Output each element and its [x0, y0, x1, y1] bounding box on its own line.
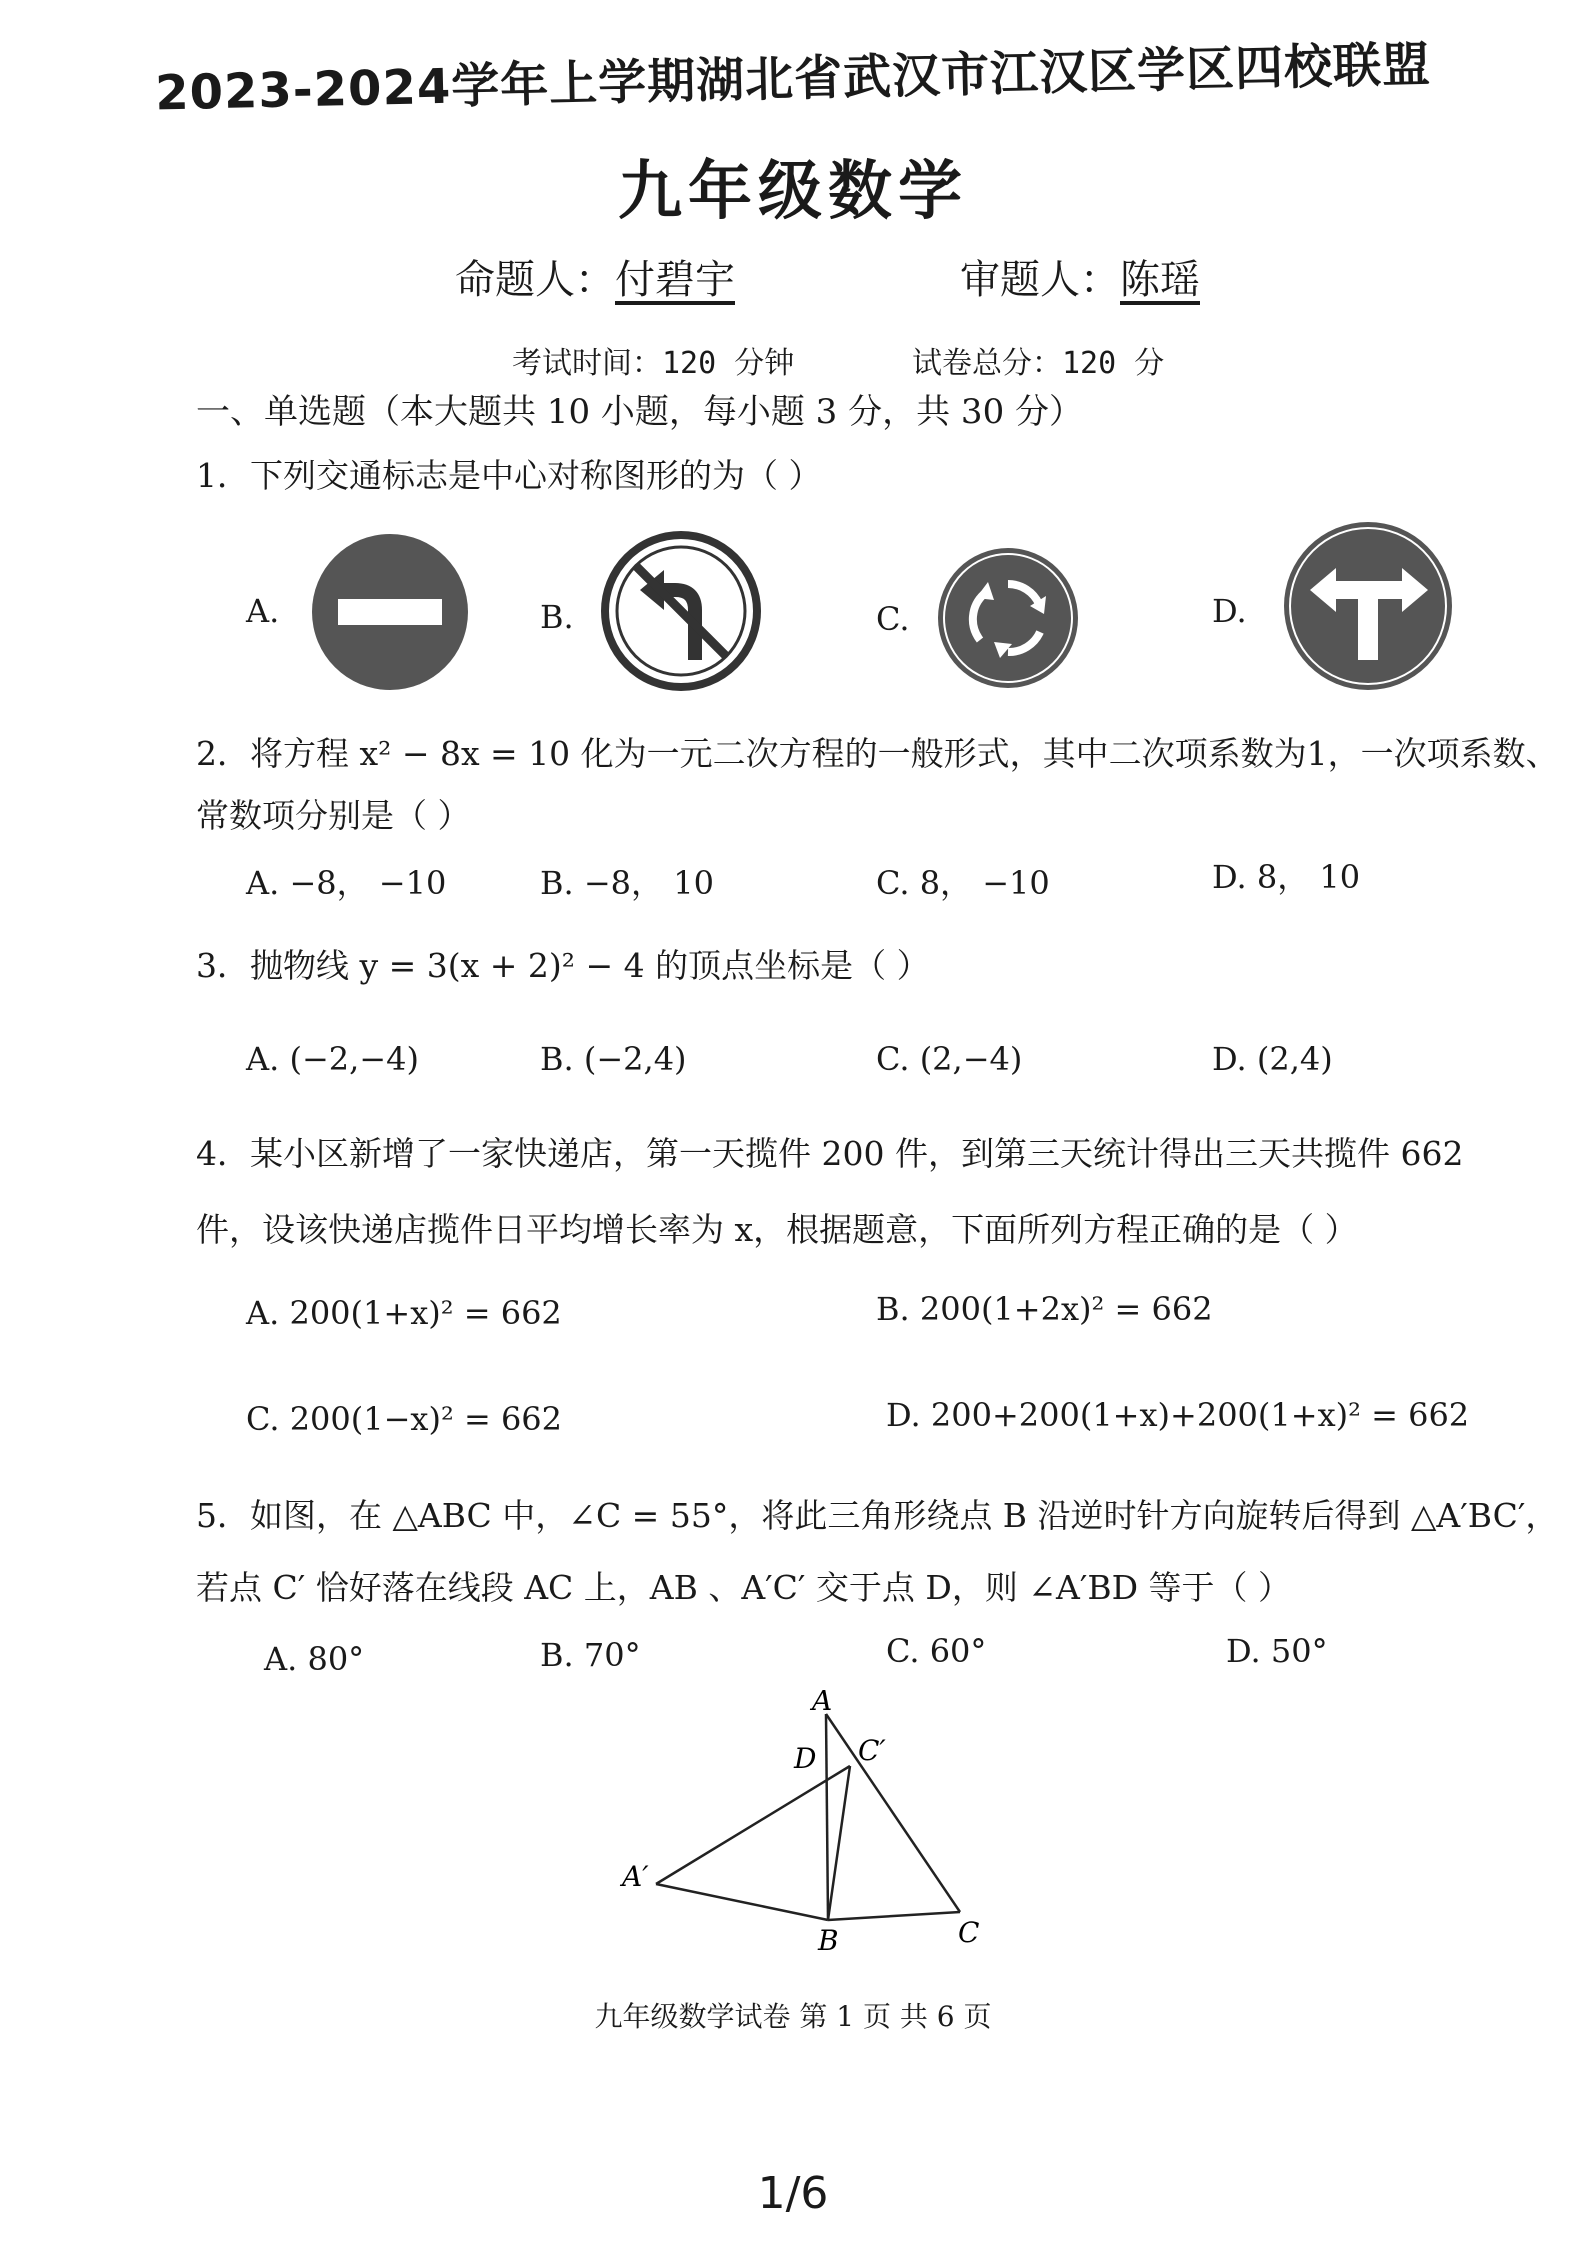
exam-title: 2023-2024学年上学期湖北省武汉市江汉区学区四校联盟 — [154, 36, 1432, 122]
figure-label-a: A — [812, 1690, 833, 1717]
section-title: 一、单选题（本大题共 10 小题，每小题 3 分，共 30 分） — [196, 392, 1084, 432]
figure-label-c: C — [958, 1916, 980, 1949]
exam-subject: 九年级数学 — [618, 155, 968, 229]
q3-option-a: A. (−2,−4) — [246, 1040, 419, 1078]
question-2-stem-line2: 常数项分别是（ ） — [196, 796, 471, 835]
turn-left-or-right-sign-icon — [1282, 520, 1454, 692]
no-entry-sign-icon — [310, 532, 470, 692]
reviewer-label: 审题人： — [960, 257, 1120, 303]
question-5-stem-line1: 5．如图，在 △ABC 中，∠C = 55°，将此三角形绕点 B 沿逆时针方向旋转后得到 △A′BC′， — [196, 1496, 1559, 1535]
q1-option-d-label: D. — [1212, 592, 1247, 630]
q3-option-b: B. (−2,4) — [540, 1040, 687, 1078]
q2-option-b: B. −8， 10 — [540, 864, 714, 902]
question-4-stem-line2: 件，设该快递店揽件日平均增长率为 x，根据题意，下面所列方程正确的是（ ） — [196, 1210, 1358, 1249]
q4-option-c: C. 200(1−x)² = 662 — [246, 1400, 563, 1438]
question-2-stem-line1: 2．将方程 x² − 8x = 10 化为一元二次方程的一般形式，其中二次项系数为1，一次项系数、 — [196, 734, 1559, 773]
q3-option-c: C. (2,−4) — [876, 1040, 1023, 1078]
q4-option-a: A. 200(1+x)² = 662 — [246, 1294, 562, 1332]
q1-option-a-label: A. — [246, 592, 280, 630]
reviewer-name: 陈瑶 — [1120, 257, 1200, 303]
question-1-stem: 1．下列交通标志是中心对称图形的为（ ） — [196, 456, 822, 495]
q2-option-d: D. 8， 10 — [1212, 858, 1361, 896]
q5-option-d: D. 50° — [1226, 1632, 1328, 1670]
question-3-stem: 3．抛物线 y = 3(x + 2)² − 4 的顶点坐标是（ ） — [196, 946, 930, 985]
reviewer-line — [960, 248, 1200, 305]
q5-option-c: C. 60° — [886, 1632, 987, 1670]
page-footer: 九年级数学试卷 第 1 页 共 6 页 — [594, 2000, 992, 2033]
q2-option-c: C. 8， −10 — [876, 864, 1050, 902]
author-label: 命题人： — [455, 257, 615, 303]
exam-time: 考试时间：120 分钟 — [512, 346, 795, 381]
q5-option-a: A. 80° — [264, 1640, 365, 1678]
roundabout-sign-icon — [936, 546, 1080, 690]
q5-option-b: B. 70° — [540, 1636, 641, 1674]
question-4-stem-line1: 4．某小区新增了一家快递店，第一天揽件 200 件，到第三天统计得出三天共揽件 662 — [196, 1134, 1464, 1173]
q3-option-d: D. (2,4) — [1212, 1040, 1333, 1078]
q4-option-b: B. 200(1+2x)² = 662 — [876, 1290, 1213, 1328]
q4-option-d: D. 200+200(1+x)+200(1+x)² = 662 — [886, 1396, 1470, 1434]
rotated-triangle-figure — [600, 1690, 1020, 1960]
figure-label-c-prime: C′ — [858, 1734, 886, 1767]
figure-label-a-prime: A′ — [622, 1860, 649, 1893]
no-left-turn-sign-icon — [600, 530, 762, 692]
figure-label-b: B — [818, 1924, 839, 1957]
author-name: 付碧宇 — [615, 257, 735, 303]
figure-label-d: D — [794, 1742, 817, 1775]
author-line — [455, 248, 735, 305]
q2-option-a: A. −8， −10 — [246, 864, 447, 902]
q1-option-b-label: B. — [540, 598, 574, 636]
question-5-stem-line2: 若点 C′ 恰好落在线段 AC 上，AB 、A′C′ 交于点 D，则 ∠A′BD 等于（ ） — [196, 1568, 1292, 1607]
q1-option-c-label: C. — [876, 600, 910, 638]
page-indicator: 1/6 — [757, 2168, 829, 2219]
total-score: 试卷总分：120 分 — [912, 346, 1165, 381]
